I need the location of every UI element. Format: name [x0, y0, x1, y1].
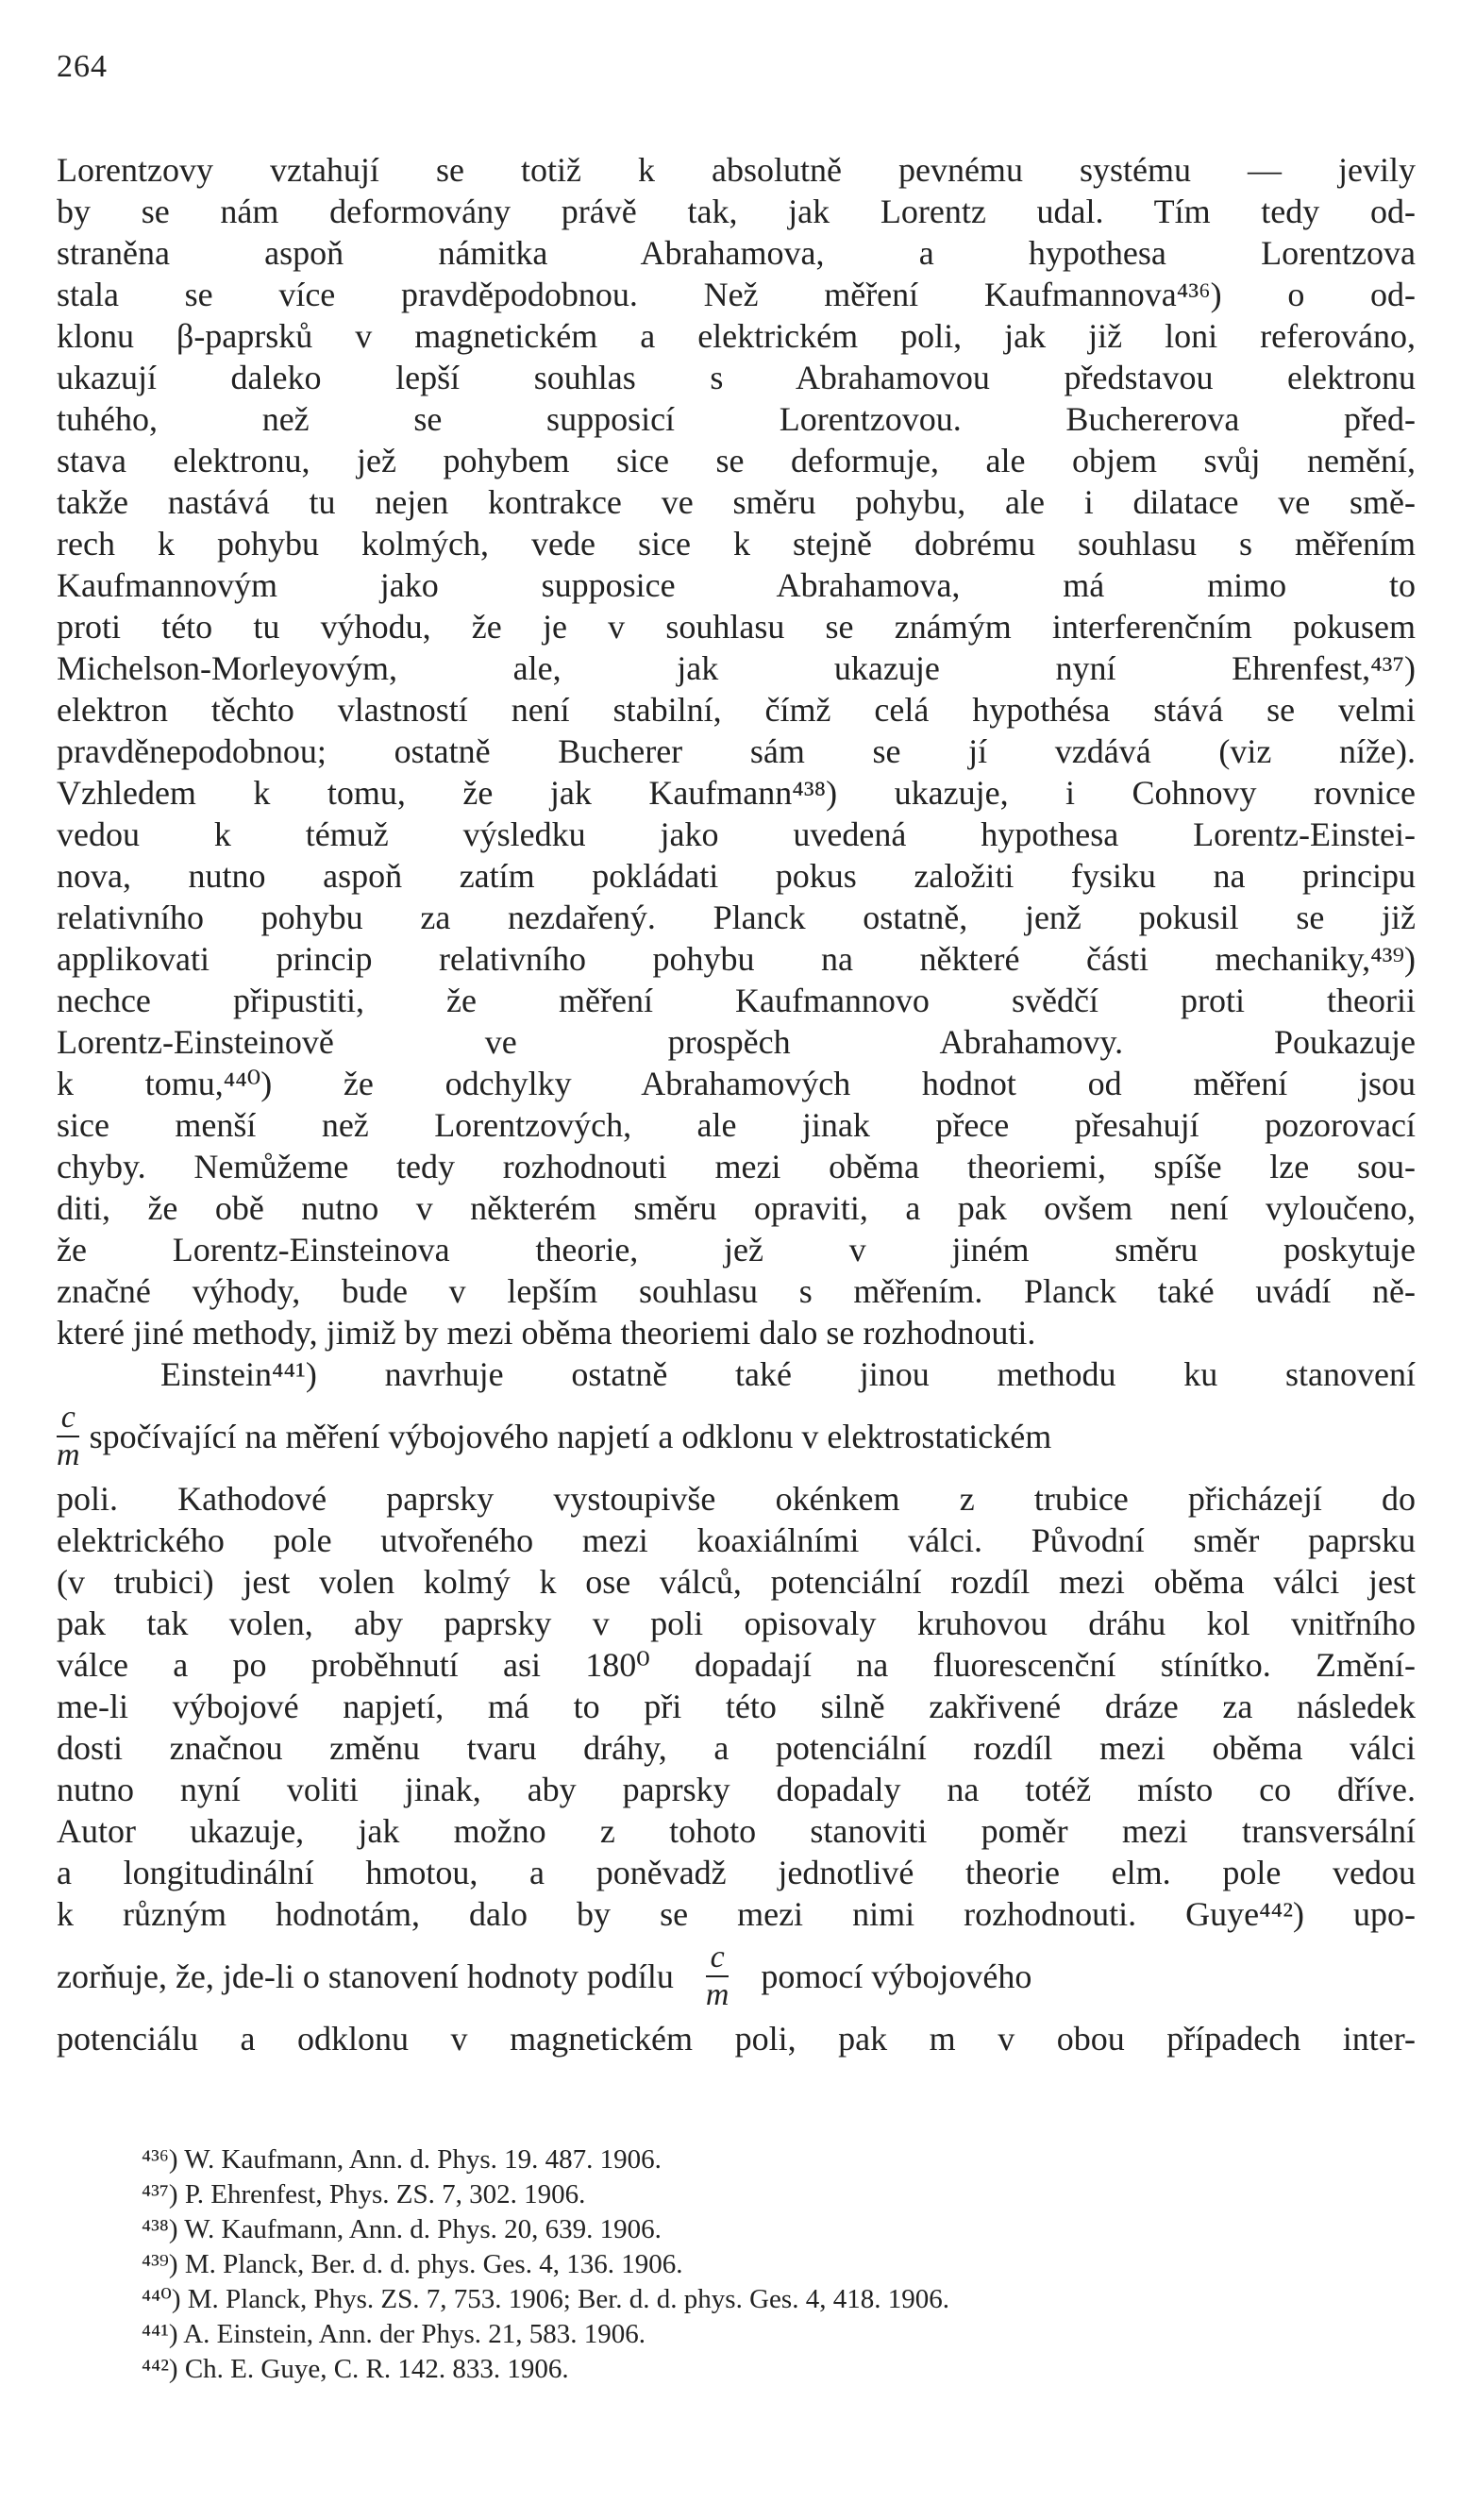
text-line: proti této tu výhodu, že je v souhlasu se známým interferenčním pokusem	[57, 608, 1416, 646]
text-line: že Lorentz-Einsteinova theorie, jež v jiném směru poskytuje	[57, 1231, 1416, 1268]
text-line: nechce připustiti, že měření Kaufmannovo svědčí proti theorii	[57, 982, 1416, 1019]
footnote: ⁴³⁶) W. Kaufmann, Ann. d. Phys. 19. 487. 1906.	[142, 2144, 662, 2175]
text-line: válce a po proběhnutí asi 180⁰ dopadají na fluorescenční stínítko. Změní-	[57, 1646, 1416, 1684]
text-line: Kaufmannovým jako supposice Abrahamova, má mimo to	[57, 566, 1416, 604]
text-line: ukazují daleko lepší souhlas s Abrahamovou představou elektronu	[57, 359, 1416, 396]
fraction-denominator: m	[705, 1977, 730, 2012]
text-line: diti, že obě nutno v některém směru opraviti, a pak ovšem není vyloučeno,	[57, 1189, 1416, 1227]
fraction-line	[57, 1935, 1416, 2018]
text-line: pak tak volen, aby paprsky v poli opisovaly kruhovou dráhu kol vnitřního	[57, 1604, 1416, 1642]
text-line: (v trubici) jest volen kolmý k ose válců, potenciální rozdíl mezi oběma válci jest	[57, 1563, 1416, 1601]
text-line: tuhého, než se supposicí Lorentzovou. Buchererova před-	[57, 400, 1416, 438]
text-line: spočívající na měření výbojového napjetí a odklonu v elektrostatickém	[89, 1418, 1052, 1455]
fraction-numerator: c	[60, 1400, 75, 1435]
fraction-c-over-m	[57, 1400, 80, 1473]
text-line: dosti značnou změnu tvaru dráhy, a potenciální rozdíl mezi oběma válci	[57, 1729, 1416, 1767]
fraction-numerator: c	[710, 1940, 725, 1974]
footnote: ⁴⁴¹) A. Einstein, Ann. der Phys. 21, 583. 1906.	[142, 2319, 646, 2349]
body-text	[57, 149, 1416, 2059]
text-line: potenciálu a odklonu v magnetickém poli, pak m v obou případech inter-	[57, 2020, 1416, 2058]
text-line: straněna aspoň námitka Abrahamova, a hypothesa Lorentzova	[57, 234, 1416, 272]
text-line: relativního pohybu za nezdařený. Planck ostatně, jenž pokusil se již	[57, 899, 1416, 936]
fraction-denominator: m	[57, 1437, 80, 1472]
text-line: nutno nyní voliti jinak, aby paprsky dopadaly na totéž místo co dříve.	[57, 1771, 1416, 1808]
text-line: pomocí výbojového	[761, 1957, 1032, 1995]
text-line: me-li výbojové napjetí, má to při této silně zakřivené dráze za následek	[57, 1688, 1416, 1725]
footnotes	[142, 2142, 1406, 2387]
text-line: elektrického pole utvořeného mezi koaxiálními válci. Původní směr paprsku	[57, 1521, 1416, 1559]
text-line: Lorentzovy vztahují se totiž k absolutně pevnému systému — jevily	[57, 151, 1416, 189]
text-line: stala se více pravděpodobnou. Než měření Kaufmannova⁴³⁶) o od-	[57, 276, 1416, 313]
text-line: vedou k témuž výsledku jako uvedená hypothesa Lorentz-Einstei-	[57, 815, 1416, 853]
text-line: pravděnepodobnou; ostatně Bucherer sám se jí vzdává (viz níže).	[57, 732, 1416, 770]
footnote: ⁴³⁷) P. Ehrenfest, Phys. ZS. 7, 302. 1906.	[142, 2179, 586, 2209]
text-line: nova, nutno aspoň zatím pokládati pokus založiti fysiku na principu	[57, 857, 1416, 895]
fraction-c-over-m	[706, 1940, 730, 2013]
text-line: poli. Kathodové paprsky vystoupivše okénkem z trubice přicházejí do	[57, 1480, 1416, 1518]
text-line: klonu β-paprsků v magnetickém a elektrickém poli, jak již loni referováno,	[57, 317, 1416, 355]
text-line: Vzhledem k tomu, že jak Kaufmann⁴³⁸) ukazuje, i Cohnovy rovnice	[57, 774, 1416, 812]
text-line: by se nám deformovány právě tak, jak Lorentz udal. Tím tedy od-	[57, 193, 1416, 230]
text-line: zorňuje, že, jde-li o stanovení hodnoty podílu	[57, 1957, 674, 1995]
footnote: ⁴³⁸) W. Kaufmann, Ann. d. Phys. 20, 639. 1906.	[142, 2214, 662, 2244]
text-line: Autor ukazuje, jak možno z tohoto stanoviti poměr mezi transversální	[57, 1812, 1416, 1850]
text-line: sice menší než Lorentzových, ale jinak přece přesahují pozorovací	[57, 1106, 1416, 1144]
page-number: 264	[57, 49, 108, 84]
text-line: a longitudinální hmotou, a poněvadž jednotlivé theorie elm. pole vedou	[57, 1854, 1416, 1891]
text-line: k různým hodnotám, dalo by se mezi nimi rozhodnouti. Guye⁴⁴²) upo-	[57, 1895, 1416, 1933]
text-line: takže nastává tu nejen kontrakce ve směru pohybu, ale i dilatace ve smě-	[57, 483, 1416, 521]
text-line: k tomu,⁴⁴⁰) že odchylky Abrahamových hodnot od měření jsou	[57, 1065, 1416, 1102]
text-line: elektron těchto vlastností není stabilní, čímž celá hypothésa stává se velmi	[57, 691, 1416, 729]
text-line: Einstein⁴⁴¹) navrhuje ostatně také jinou methodu ku stanovení	[160, 1355, 1416, 1393]
text-line: Lorentz-Einsteinově ve prospěch Abrahamovy. Poukazuje	[57, 1023, 1416, 1061]
text-line: applikovati princip relativního pohybu na některé části mechaniky,⁴³⁹)	[57, 940, 1416, 978]
text-line: rech k pohybu kolmých, vede sice k stejně dobrému souhlasu s měřením	[57, 525, 1416, 563]
text-line: které jiné methody, jimiž by mezi oběma theoriemi dalo se rozhodnouti.	[57, 1314, 1036, 1352]
text-line: Michelson-Morleyovým, ale, jak ukazuje nyní Ehrenfest,⁴³⁷)	[57, 649, 1416, 687]
text-line: chyby. Nemůžeme tedy rozhodnouti mezi oběma theoriemi, spíše lze sou-	[57, 1148, 1416, 1185]
footnote: ⁴⁴⁰) M. Planck, Phys. ZS. 7, 753. 1906; Ber. d. d. phys. Ges. 4, 418. 1906.	[142, 2284, 949, 2314]
text-line: značné výhody, bude v lepším souhlasu s měřením. Planck také uvádí ně-	[57, 1272, 1416, 1310]
footnote: ⁴⁴²) Ch. E. Guye, C. R. 142. 833. 1906.	[142, 2354, 569, 2384]
text-line: stava elektronu, jež pohybem sice se deformuje, ale objem svůj nemění,	[57, 442, 1416, 479]
fraction-line	[57, 1395, 1416, 1478]
footnote: ⁴³⁹) M. Planck, Ber. d. d. phys. Ges. 4, 136. 1906.	[142, 2249, 683, 2279]
